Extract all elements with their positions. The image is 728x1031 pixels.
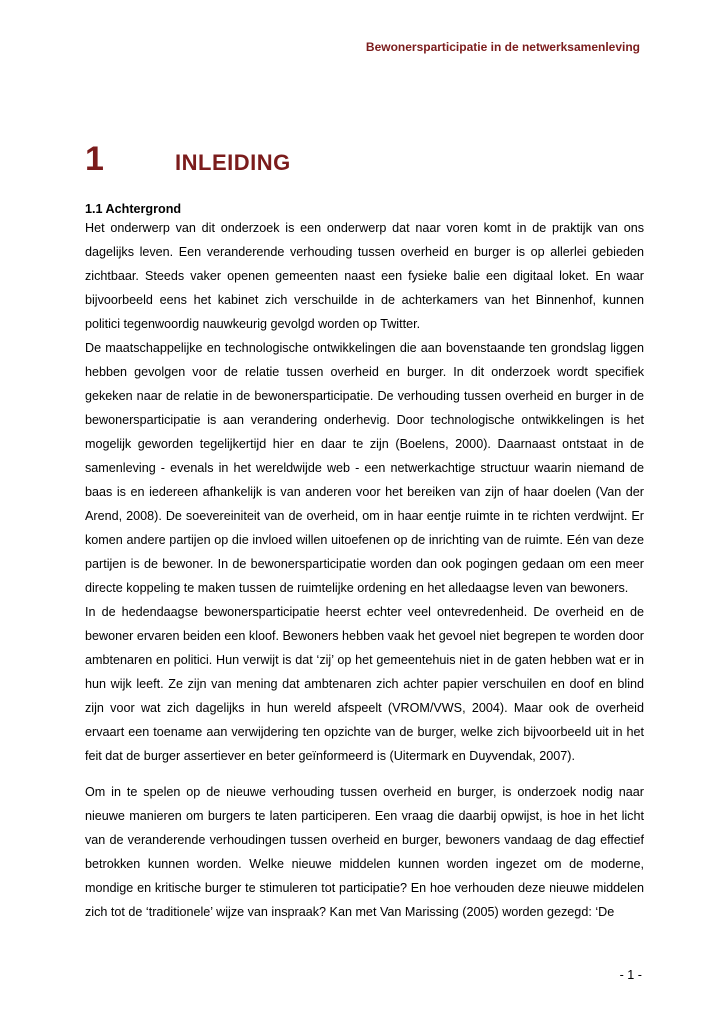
body-text bbox=[85, 202, 644, 924]
paragraph: De maatschappelijke en technologische ontwikkelingen die aan bovenstaande ten grondslag liggen hebben gevolgen voor de relatie tussen overheid en burger. In dit onderzoek wordt specifiek gekeken naar de relatie in de bewonersparticipatie. De verhouding tussen overheid en burger in de bewonersparticipatie is aan verandering onderhevig. Door technologische ontwikkelingen is het mogelijk geworden tegelijkertijd hier en daar te zijn (Boelens, 2000). Daarnaast ontstaat in de samenleving - evenals in het wereldwijde web - een netwerkachtige structuur waarin niemand de baas is en iedereen afhankelijk is van anderen voor het bereiken van zijn of haar doelen (Van der Arend, 2008). De soevereiniteit van de overheid, om in haar eentje ruimte in te richten verdwijnt. Er komen andere partijen op die invloed willen uitoefenen op de inrichting van de ruimte. Eén van deze partijen is de bewoner. In de bewonersparticipatie worden dan ook pogingen gedaan om een meer directe koppeling te maken tussen de ruimtelijke ordening en het alledaagse leven van bewoners. bbox=[85, 341, 644, 595]
running-header: Bewonersparticipatie in de netwerksamenleving bbox=[365, 40, 640, 54]
section-heading: 1.1 Achtergrond bbox=[85, 202, 182, 216]
paragraph: Om in te spelen op de nieuwe verhouding tussen overheid en burger, is onderzoek nodig naar nieuwe manieren om burgers te laten participeren. Een vraag die daarbij opwijst, is hoe in het licht van de veranderende verhoudingen tussen overheid en burger, bewoners vandaag de dag effectief betrokken kunnen worden. Welke nieuwe middelen kunnen worden ingezet om de moderne, mondige en kritische burger te stimuleren tot participatie? En hoe verhouden deze nieuwe middelen zich tot de ‘traditionele’ wijze van inspraak? Kan met Van Marissing (2005) worden gezegd: ‘De bbox=[85, 785, 644, 919]
chapter-number: 1 bbox=[85, 140, 104, 178]
paragraph: Het onderwerp van dit onderzoek is een onderwerp dat naar voren komt in de praktijk van ons dagelijks leven. Een veranderende verhouding tussen overheid en burger is op allerlei gebieden zichtbaar. Steeds vaker openen gemeenten naast een fysieke balie een digitaal loket. En waar bijvoorbeeld eens het kabinet zich verschuilde in de achterkamers van het Binnenhof, kunnen politici tegenwoordig nauwkeurig gevolgd worden op Twitter. bbox=[85, 221, 644, 331]
chapter-title: INLEIDING bbox=[175, 150, 291, 175]
page-number: - 1 - bbox=[619, 968, 642, 982]
chapter-heading bbox=[85, 140, 291, 179]
paragraph: In de hedendaagse bewonersparticipatie heerst echter veel ontevredenheid. De overheid en de bewoner ervaren beiden een kloof. Bewoners hebben vaak het gevoel niet begrepen te worden door ambtenaren en politici. Hun verwijt is dat ‘zij’ op het gemeentehuis niet in de gaten hebben wat er in hun wijk leeft. Ze zijn van mening dat ambtenaren zich achter papier verschuilen en doof en blind zijn voor wat zich dagelijks in hun wereld afspeelt (VROM/VWS, 2004). Maar ook de overheid ervaart een toename aan verwijdering ten opzichte van de burger, welke zich bijvoorbeeld uit in het feit dat de burger assertiever en beter geïnformeerd is (Uitermark en Duyvendak, 2007). bbox=[85, 605, 644, 763]
